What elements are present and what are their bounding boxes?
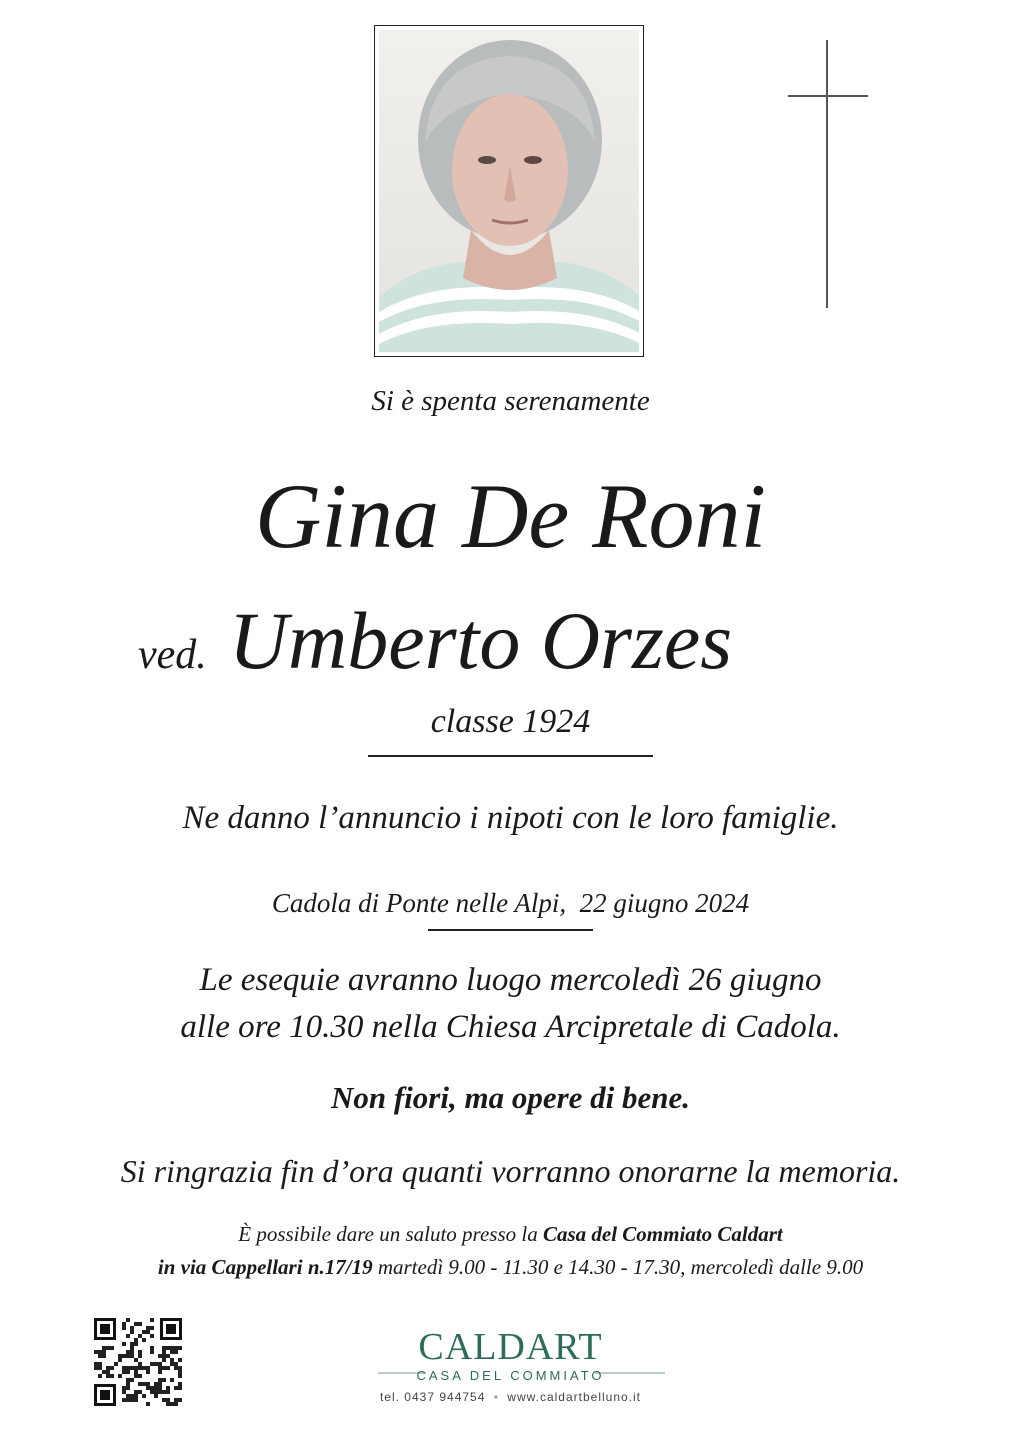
deceased-name: Gina De Roni [254,465,767,567]
visit-place: Casa del Commiato Caldart [542,1222,783,1246]
cross-icon [826,40,828,308]
place-date: Cadola di Ponte nelle Alpi, 22 giugno 2024 [271,888,750,918]
cross-icon-bar [788,95,868,97]
funeral-line-1: Le esequie avranno luogo mercoledì 26 giugno [199,962,822,998]
divider [428,929,593,931]
visit-address: in via Cappellari n.17/19 [157,1255,373,1279]
visit-line-1 [0,1222,1021,1247]
intro-text: Si è spenta serenamente [371,385,650,417]
visit-hours: martedì 9.00 - 11.30 e 14.30 - 17.30, mercoledì dalle 9.00 [372,1255,864,1279]
website-link[interactable]: www.caldartbelluno.it [507,1390,642,1404]
visit-line-2 [0,1255,1021,1280]
no-flowers: Non fiori, ma opere di bene. [330,1080,691,1115]
portrait-photo-frame [374,25,644,357]
visit-text: È possibile dare un saluto presso la [238,1222,543,1246]
portrait-photo [379,30,639,352]
logo-subtitle: CASA DEL COMMIATO [416,1368,605,1383]
widow-prefix: ved. [138,632,207,678]
spouse-line [138,595,898,686]
divider [368,755,653,757]
separator-dot: • [493,1390,499,1404]
contact-line [0,1390,1021,1404]
spouse-name: Umberto Orzes [228,595,733,686]
announcement: Ne danno l’annuncio i nipoti con le loro famiglie. [182,800,839,836]
thanks-text: Si ringrazia fin d’ora quanti vorranno onorarne la memoria. [120,1153,901,1189]
funeral-line-2: alle ore 10.30 nella Chiesa Arcipretale di Cadola. [180,1009,841,1045]
logo-brand: CALDART [418,1326,603,1368]
birth-class: classe 1924 [430,703,591,740]
phone: tel. 0437 944754 [379,1390,486,1404]
